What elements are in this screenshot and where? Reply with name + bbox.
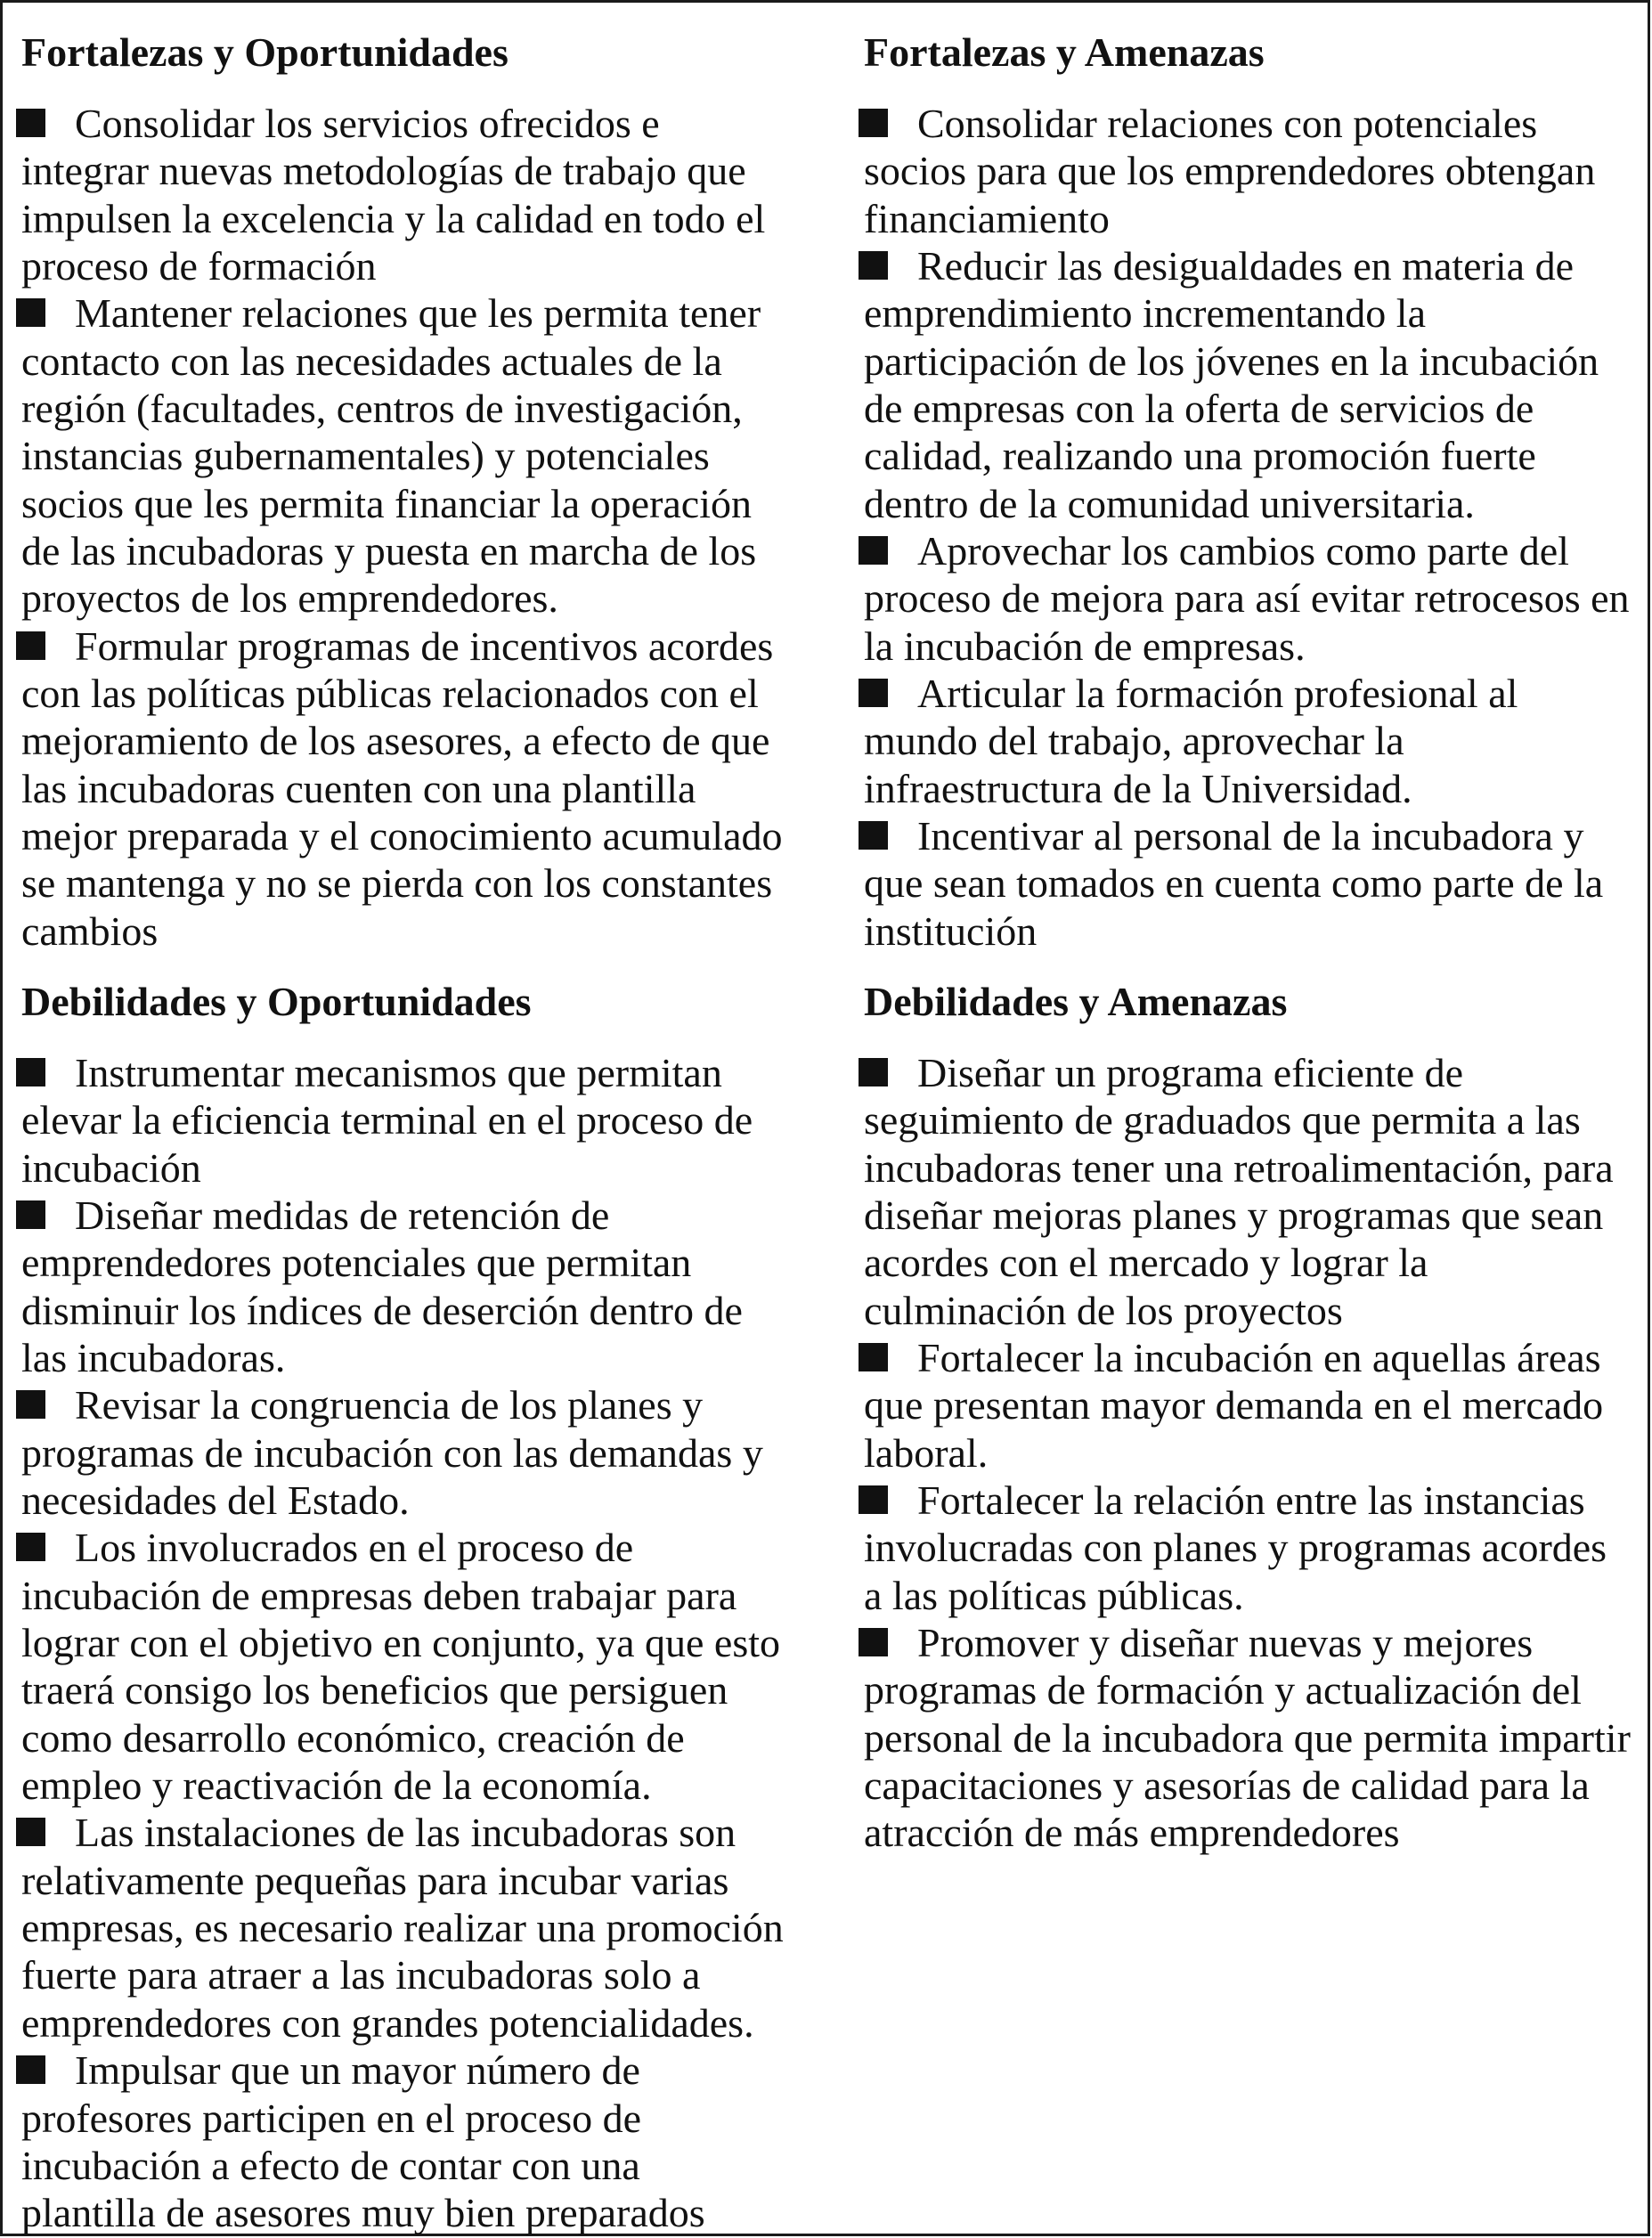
strategy-item-line (864, 1477, 1643, 1524)
strategy-item-text: emprendedores con grandes potencialidades. (21, 1999, 754, 2046)
strategy-item-line (864, 623, 1643, 670)
strategy-item-line (21, 385, 823, 432)
strategy-item-text: que presentan mayor demanda en el mercado (864, 1382, 1604, 1428)
strategy-item-text: fuerte para atraer a las incubadoras solo a (21, 1952, 701, 1998)
black-square-bullet-icon (859, 821, 888, 850)
strategy-item-line (21, 859, 823, 907)
strategy-item-line (21, 765, 823, 812)
black-square-bullet-icon (859, 536, 888, 565)
strategy-item-line (21, 1381, 823, 1428)
strategy-item-line (21, 1999, 823, 2047)
strategy-item-text: empleo y reactivación de la economía. (21, 1762, 652, 1809)
strategy-item-text: incubación (21, 1144, 201, 1191)
strategy-item-text: emprendimiento incrementando la (864, 290, 1426, 337)
strategy-item-text: proceso de formación (21, 242, 377, 289)
strategy-item-line (21, 147, 823, 194)
strategy-item (21, 1524, 823, 1809)
strategy-item-text: se mantenga y no se pierda con los constantes (21, 860, 773, 907)
strategy-item-text: elevar la eficiencia terminal en el proceso de (21, 1097, 753, 1143)
strategy-item-text: Articular la formación profesional al (917, 670, 1518, 716)
black-square-bullet-icon (859, 251, 888, 280)
strategy-item-line (21, 2189, 823, 2236)
strategy-item-text: financiamiento (864, 195, 1110, 241)
strategy-item-text: personal de la incubadora que permita impartir (864, 1714, 1631, 1761)
strategy-item-text: de empresas con la oferta de servicios de (864, 385, 1534, 431)
strategy-item-line (21, 1809, 823, 1856)
strategy-item-line (864, 1572, 1643, 1619)
strategy-item-line (864, 147, 1643, 194)
black-square-bullet-icon (859, 109, 888, 137)
strategy-item-line (864, 1666, 1643, 1713)
strategy-item-line (864, 717, 1643, 764)
strategy-item-line (864, 432, 1643, 479)
strategy-item-line (864, 1192, 1643, 1239)
strategy-item-text: Consolidar relaciones con potenciales (917, 100, 1538, 146)
strategy-item-text: Revisar la congruencia de los planes y (75, 1382, 704, 1428)
strategy-item-line (21, 623, 823, 670)
strategy-item-text: incubadoras tener una retroalimentación, para (864, 1144, 1614, 1191)
strategy-item-line (864, 527, 1643, 574)
strategy-item-line (21, 812, 823, 859)
strategy-item-text: capacitaciones y asesorías de calidad para la (864, 1762, 1590, 1809)
strategy-item-line (21, 480, 823, 527)
strategy-list (864, 100, 1643, 955)
strategy-item (864, 527, 1643, 670)
strategy-item-text: calidad, realizando una promoción fuerte (864, 433, 1536, 479)
strategy-item-text: laboral. (864, 1429, 989, 1476)
strategy-item-line (21, 670, 823, 717)
black-square-bullet-icon (16, 1818, 45, 1846)
strategy-item-text: Consolidar los servicios ofrecidos e (75, 100, 660, 146)
strategy-item-text: Diseñar medidas de retención de (75, 1192, 610, 1238)
strategy-item-line (21, 432, 823, 479)
strategy-item (21, 1381, 823, 1524)
strategy-item-text: socios para que los emprendedores obtengan (864, 148, 1596, 194)
strategy-item (864, 1049, 1643, 1334)
strategy-item (21, 1809, 823, 2047)
strategy-item-text: incubación de empresas deben trabajar para (21, 1572, 737, 1618)
strategy-item-text: mundo del trabajo, aprovechar la (864, 718, 1404, 764)
strategy-item-text: Fortalecer la relación entre las instancias (917, 1477, 1585, 1524)
strategy-item-line (864, 1287, 1643, 1334)
strategy-item-text: participación de los jóvenes en la incubación (864, 338, 1599, 384)
strategy-item-text: necesidades del Estado. (21, 1477, 410, 1524)
strategy-item-line (21, 242, 823, 289)
black-square-bullet-icon (859, 1485, 888, 1514)
strategy-item-text: socios que les permita financiar la operación (21, 480, 753, 526)
strategy-item-text: programas de formación y actualización del (864, 1667, 1582, 1713)
strategy-item-line (21, 1904, 823, 1951)
strategy-item-text: mejor preparada y el conocimiento acumulado (21, 813, 783, 859)
quadrant-heading: Debilidades y Amenazas (864, 978, 1288, 1024)
strategy-item-line (864, 1144, 1643, 1192)
strategy-item-text: involucradas con planes y programas acordes (864, 1525, 1607, 1571)
strategy-item (864, 812, 1643, 955)
strategy-item-line (21, 1192, 823, 1239)
black-square-bullet-icon (859, 679, 888, 707)
strategy-item-line (864, 480, 1643, 527)
strategy-item-text: que sean tomados en cuenta como parte de la (864, 860, 1604, 907)
strategy-item-line (21, 1096, 823, 1143)
strategy-item-text: culminación de los proyectos (864, 1287, 1343, 1333)
black-square-bullet-icon (16, 2055, 45, 2084)
strategy-item-line (864, 1096, 1643, 1143)
strategy-item-line (864, 1619, 1643, 1666)
strategy-item (864, 1477, 1643, 1619)
strategy-item-line (864, 1049, 1643, 1096)
strategy-item-text: lograr con el objetivo en conjunto, ya que esto (21, 1620, 781, 1666)
strategy-item-line (21, 195, 823, 242)
strategy-item-line (21, 100, 823, 147)
black-square-bullet-icon (859, 1058, 888, 1086)
strategy-list (864, 1049, 1643, 1857)
strategy-item-line (864, 1762, 1643, 1809)
strategy-item-line (21, 1714, 823, 1762)
strategy-item-line (864, 385, 1643, 432)
strategy-item-text: profesores participen en el proceso de (21, 2095, 642, 2141)
black-square-bullet-icon (16, 1058, 45, 1086)
strategy-item-line (21, 1619, 823, 1666)
strategy-item-line (864, 195, 1643, 242)
strategy-item (21, 2047, 823, 2236)
strategy-item-line (21, 338, 823, 385)
quadrant-debilidades-amenazas (864, 978, 1643, 1857)
strategy-item-line (21, 1762, 823, 1809)
strategy-item (21, 1192, 823, 1381)
strategy-item-line (21, 527, 823, 574)
black-square-bullet-icon (16, 631, 45, 660)
strategy-item-text: mejoramiento de los asesores, a efecto de que (21, 718, 770, 764)
strategy-item-line (21, 574, 823, 622)
strategy-item-text: Las instalaciones de las incubadoras son (75, 1810, 736, 1856)
quadrant-heading: Fortalezas y Oportunidades (21, 28, 509, 75)
strategy-item-line (21, 289, 823, 337)
strategy-item-text: incubación a efecto de contar con una (21, 2142, 640, 2188)
strategy-item-line (864, 1429, 1643, 1477)
quadrant-heading: Fortalezas y Amenazas (864, 28, 1265, 75)
strategy-item-line (864, 574, 1643, 622)
strategy-item-line (21, 1951, 823, 1998)
strategy-item-text: contacto con las necesidades actuales de la (21, 338, 722, 384)
strategy-item-text: disminuir los índices de deserción dentro de (21, 1287, 743, 1333)
strategy-item (864, 670, 1643, 812)
strategy-item-line (864, 765, 1643, 812)
strategy-item-line (21, 717, 823, 764)
strategy-item-line (21, 2095, 823, 2142)
strategy-item-line (21, 1334, 823, 1381)
strategy-item-line (864, 1239, 1643, 1286)
strategy-item-line (864, 859, 1643, 907)
black-square-bullet-icon (859, 1343, 888, 1371)
strategy-item-text: como desarrollo económico, creación de (21, 1714, 685, 1761)
strategy-item-line (864, 1809, 1643, 1856)
strategy-item-text: dentro de la comunidad universitaria. (864, 480, 1475, 526)
strategy-item-text: Reducir las desigualdades en materia de (917, 242, 1574, 289)
strategy-item-text: traerá consigo los beneficios que persiguen (21, 1667, 728, 1713)
strategy-item-line (864, 1714, 1643, 1762)
quadrant-fortalezas-oportunidades (21, 28, 823, 956)
strategy-item-text: diseñar mejoras planes y programas que sean (864, 1192, 1604, 1238)
strategy-item-text: a las políticas públicas. (864, 1572, 1244, 1618)
strategy-item-text: Los involucrados en el proceso de (75, 1525, 634, 1571)
black-square-bullet-icon (16, 1390, 45, 1419)
strategy-item-line (21, 1239, 823, 1286)
strategy-item-line (21, 1477, 823, 1524)
strategy-item-text: Incentivar al personal de la incubadora y (917, 813, 1584, 859)
strategy-item (864, 242, 1643, 527)
strategy-item-text: relativamente pequeñas para incubar varias (21, 1857, 729, 1903)
strategy-item-text: emprendedores potenciales que permitan (21, 1240, 692, 1286)
strategy-item-text: con las políticas públicas relacionados con el (21, 670, 759, 716)
strategy-item-line (864, 100, 1643, 147)
strategy-item-text: región (facultades, centros de investigación, (21, 385, 743, 431)
strategy-item-line (864, 670, 1643, 717)
strategy-item-text: Impulsar que un mayor número de (75, 2047, 640, 2094)
strategy-item (21, 623, 823, 955)
strategy-item-text: atracción de más emprendedores (864, 1810, 1400, 1856)
strategy-item-line (21, 1857, 823, 1904)
strategy-item-text: seguimiento de graduados que permita a las (864, 1097, 1581, 1143)
strategy-item-line (21, 1287, 823, 1334)
black-square-bullet-icon (16, 1533, 45, 1561)
strategy-item-text: las incubadoras cuenten con una plantilla (21, 765, 696, 811)
strategy-item-text: plantilla de asesores muy bien preparados (21, 2190, 705, 2236)
strategy-item-text: impulsen la excelencia y la calidad en todo el (21, 195, 766, 241)
strategy-item-text: Aprovechar los cambios como parte del (917, 527, 1569, 574)
strategy-item (864, 1334, 1643, 1477)
strategy-item-text: infraestructura de la Universidad. (864, 765, 1412, 811)
strategy-item-line (21, 907, 823, 955)
strategy-item-text: programas de incubación con las demandas y (21, 1429, 763, 1476)
black-square-bullet-icon (16, 298, 45, 327)
strategy-item-text: Promover y diseñar nuevas y mejores (917, 1620, 1534, 1666)
strategy-item-text: Mantener relaciones que les permita tener (75, 290, 761, 337)
quadrant-debilidades-oportunidades (21, 978, 823, 2237)
strategy-item-line (864, 907, 1643, 955)
strategy-item-text: cambios (21, 907, 159, 954)
strategy-item (21, 289, 823, 622)
strategy-list (21, 1049, 823, 2237)
strategy-item-text: la incubación de empresas. (864, 623, 1306, 669)
quadrant-fortalezas-amenazas (864, 28, 1643, 956)
strategy-item-text: integrar nuevas metodologías de trabajo que (21, 148, 746, 194)
strategy-item-text: proyectos de los emprendedores. (21, 575, 558, 622)
strategy-item-line (864, 1524, 1643, 1571)
strategy-item-line (21, 1144, 823, 1192)
strategy-item-text: Formular programas de incentivos acordes (75, 623, 774, 669)
strategy-item-text: institución (864, 907, 1038, 954)
strategy-item-text: Fortalecer la incubación en aquellas áreas (917, 1335, 1601, 1380)
strategy-item-text: Diseñar un programa eficiente de (917, 1049, 1464, 1095)
strategy-item-line (864, 338, 1643, 385)
strategy-item-line (21, 2142, 823, 2189)
strategy-item-line (21, 1429, 823, 1477)
strategy-item-text: Instrumentar mecanismos que permitan (75, 1049, 722, 1095)
strategy-item (864, 1619, 1643, 1857)
black-square-bullet-icon (16, 1200, 45, 1229)
strategy-item-text: proceso de mejora para así evitar retrocesos en (864, 575, 1630, 622)
strategy-item-line (864, 1334, 1643, 1381)
strategy-item-line (21, 1572, 823, 1619)
strategy-item-line (864, 242, 1643, 289)
strategy-item-text: de las incubadoras y puesta en marcha de los (21, 527, 757, 574)
strategy-list (21, 100, 823, 955)
strategy-item-line (864, 289, 1643, 337)
strategy-item-text: las incubadoras. (21, 1335, 286, 1380)
strategy-item-text: instancias gubernamentales) y potenciales (21, 433, 710, 479)
strategy-item-line (21, 1524, 823, 1571)
strategy-item (21, 1049, 823, 1192)
strategy-item-text: acordes con el mercado y lograr la (864, 1240, 1428, 1286)
black-square-bullet-icon (16, 109, 45, 137)
strategy-item-line (21, 1666, 823, 1713)
black-square-bullet-icon (859, 1628, 888, 1656)
strategy-item (864, 100, 1643, 242)
strategy-item-text: empresas, es necesario realizar una promoción (21, 1905, 784, 1951)
strategy-item (21, 100, 823, 289)
strategy-item-line (21, 1049, 823, 1096)
strategy-item-line (864, 1381, 1643, 1428)
quadrant-heading: Debilidades y Oportunidades (21, 978, 532, 1024)
strategy-item-line (21, 2047, 823, 2094)
strategy-item-line (864, 812, 1643, 859)
